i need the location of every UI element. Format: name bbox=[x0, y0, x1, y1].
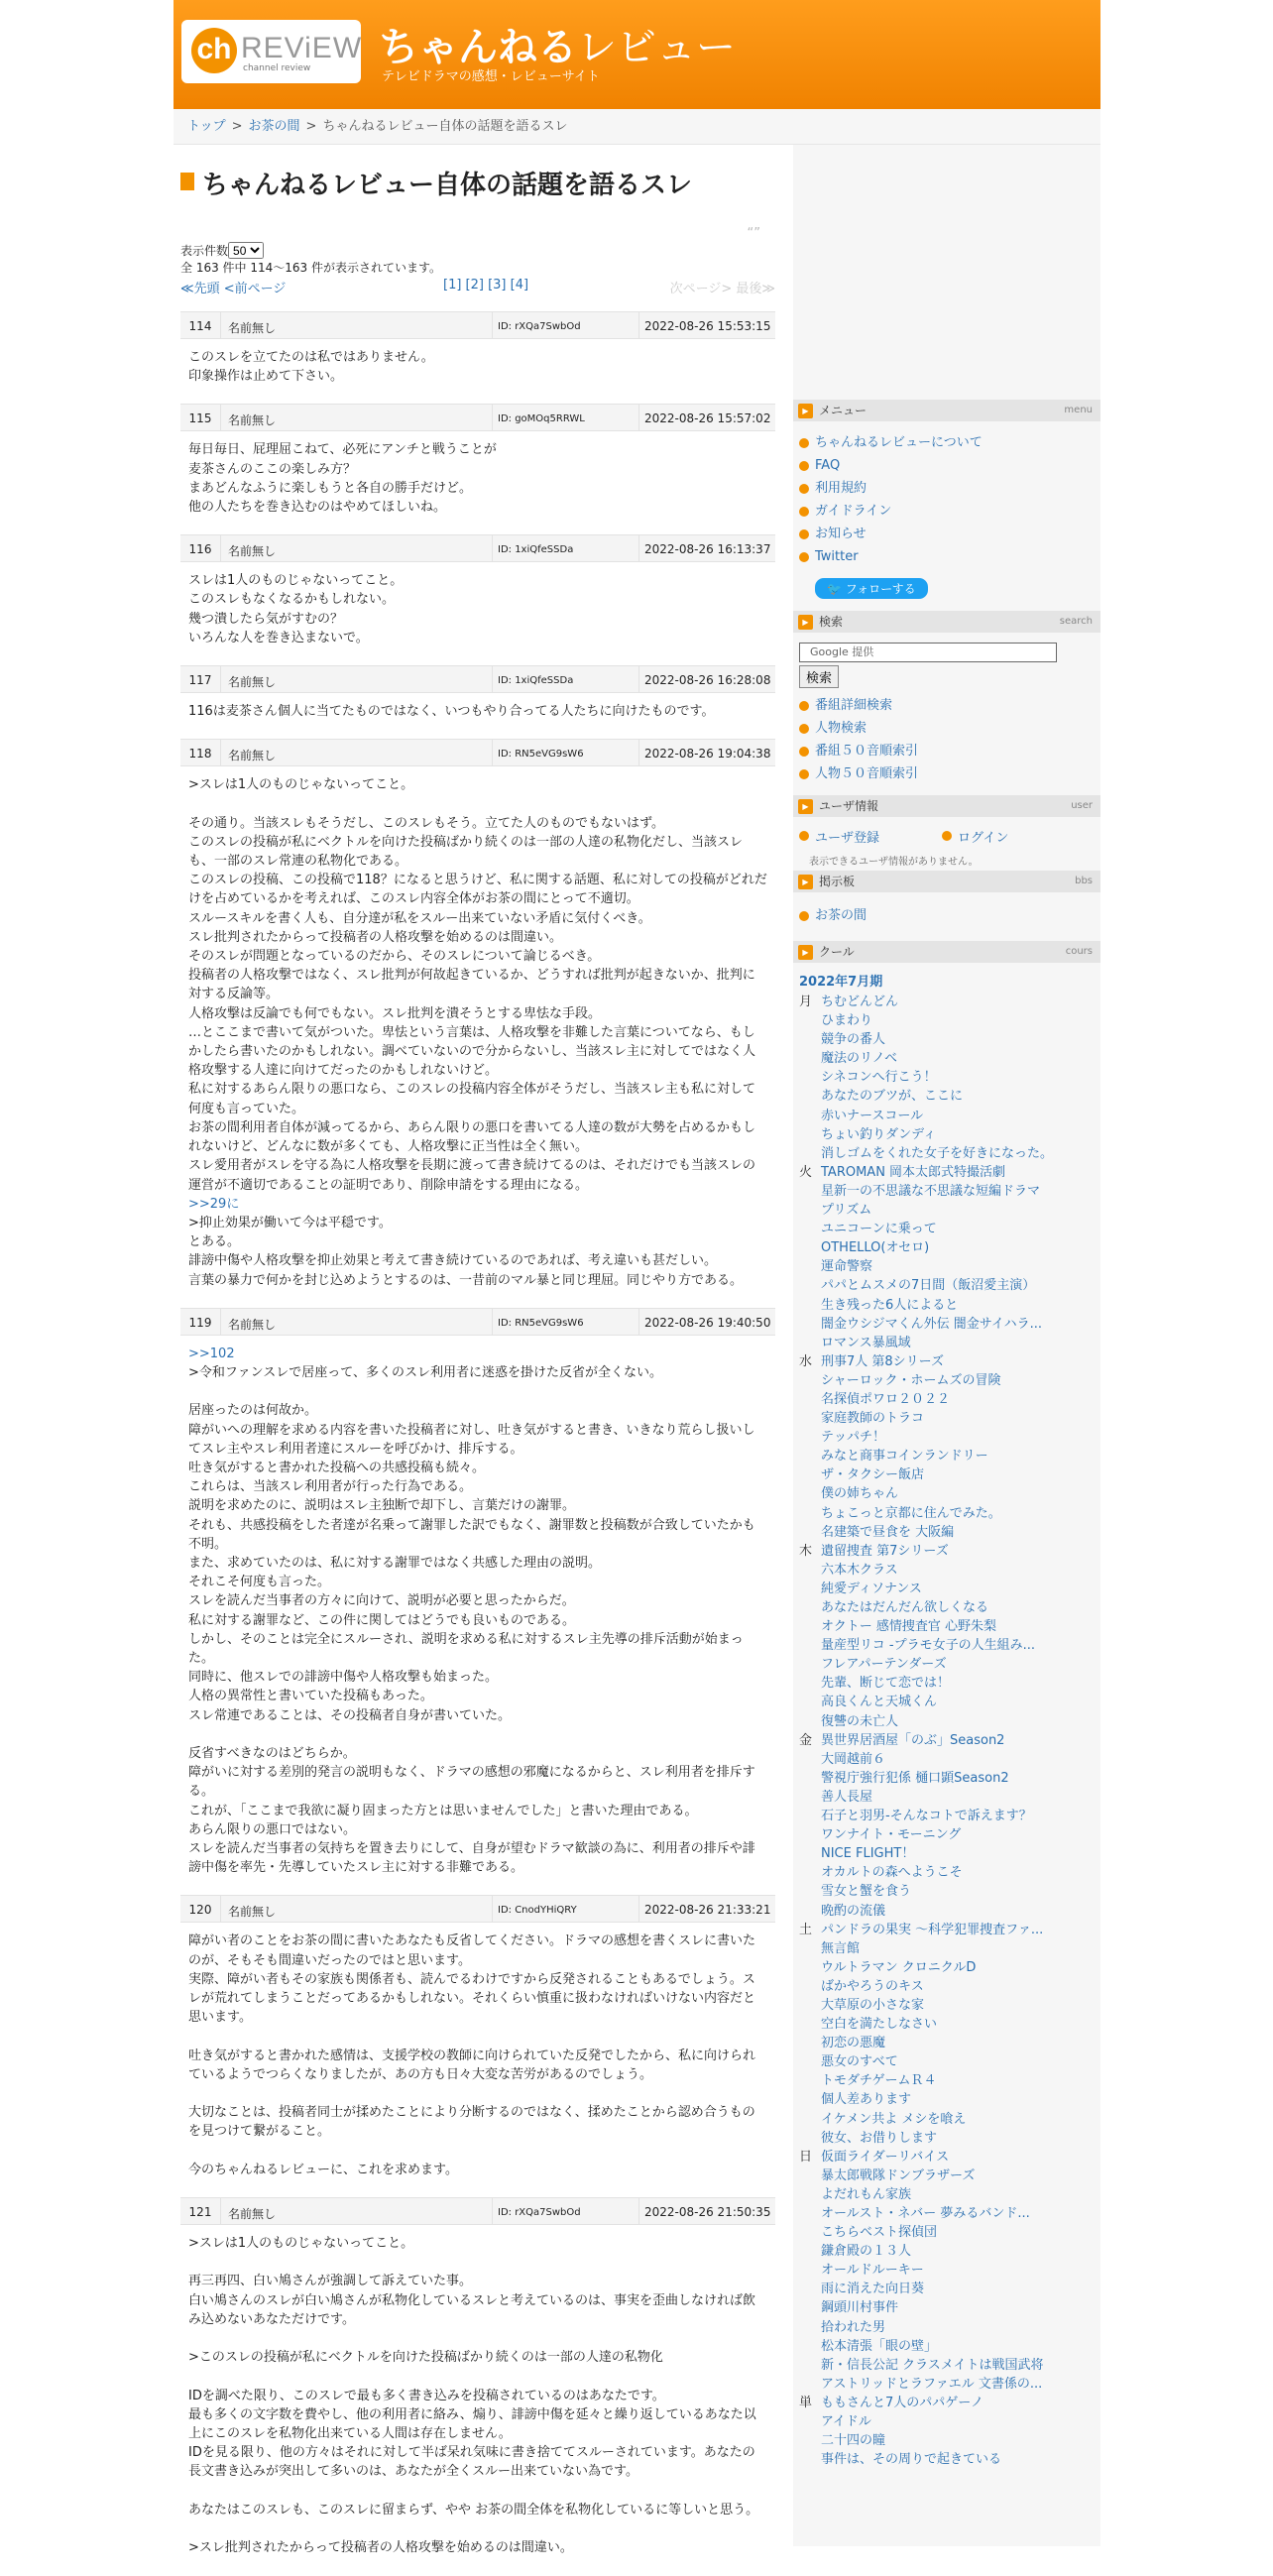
post-body: スレは1人のものじゃないってこと。 このスレもなくなるかもしれない。 幾つ潰したら気がすむの？ いろんな人を巻き込まないで。 bbox=[188, 573, 404, 645]
post-count-text: 全 163 件中 114～163 件が表示されています。 bbox=[180, 261, 442, 275]
cours-program-title[interactable]: 星新一の不思議な不思議な短編ドラマ bbox=[821, 1183, 1041, 1199]
cours-program-title[interactable]: 名建築で昼食を 大阪編 bbox=[821, 1524, 955, 1540]
cours-program-title[interactable]: こちらベスト探偵団 bbox=[821, 2225, 938, 2241]
cours-program-title[interactable]: 悪女のすべて bbox=[821, 2054, 898, 2070]
post-list bbox=[180, 311, 775, 2576]
bbs-box-header bbox=[793, 871, 1100, 892]
post-id: ID: CnodYHiQRY bbox=[498, 1905, 577, 1917]
post bbox=[180, 311, 775, 396]
cours-program[interactable] bbox=[799, 1352, 1097, 1371]
register-link[interactable]: ユーザ登録 bbox=[799, 827, 879, 846]
post-id: ID: 1xiQfeSSDa bbox=[498, 544, 574, 556]
cours-program[interactable] bbox=[799, 1504, 1097, 1523]
cours-program[interactable] bbox=[799, 1636, 1097, 1655]
cours-program-title[interactable]: 鎌倉殿の１３人 bbox=[821, 2244, 912, 2260]
menu-item-twitter[interactable]: Twitter bbox=[799, 545, 1100, 568]
cours-program[interactable] bbox=[799, 1617, 1097, 1636]
cours-program[interactable] bbox=[799, 1201, 1097, 1220]
reply-anchor-link[interactable]: >>29に bbox=[188, 1196, 240, 1212]
cours-program-title[interactable]: シャーロック・ホームズの冒険 bbox=[821, 1372, 1001, 1388]
user-info bbox=[793, 817, 1100, 871]
cours-program-title[interactable]: 競争の番人 bbox=[821, 1032, 886, 1048]
cours-program-title[interactable]: ユニコーンに乗って bbox=[821, 1222, 937, 1237]
cours-program[interactable] bbox=[799, 1087, 1097, 1106]
post-number[interactable]: 115 bbox=[188, 411, 212, 426]
breadcrumb-ochanoma[interactable]: お茶の間 bbox=[248, 119, 300, 134]
cours-program-title[interactable]: ももさんと7人のパパゲーノ bbox=[821, 2395, 984, 2410]
cours-program-title[interactable]: 無言館 bbox=[821, 1940, 861, 1956]
cours-program-title[interactable]: ウルトラマン クロニクルD bbox=[821, 1959, 977, 1975]
post-header bbox=[180, 739, 775, 766]
post-date: 2022-08-26 19:40:50 bbox=[644, 1315, 771, 1330]
post-number[interactable]: 120 bbox=[188, 1903, 212, 1918]
post-body: >>102 >令和ファンスレで居座って、多くのスレ利用者に迷惑を掛けた反省が全くない。 居座ったのは何故か。 障がいへの理解を求める内容を書いた投稿者に対し、吐き気がすると書き、いきなり荒らし扱いしてスレ主やスレ利用者達にスルーを呼びかけ、排斥する。 吐き気がすると書かれた投稿への共感投稿も続々。 これらは、当該スレ利用者が行った行為である。 説明を求めたのに、説明はスレ主独断で却下し、言葉だけの謝罪。 それも、共感投稿をした者達が名乗って謝罪した訳でもなく、謝罪数と投稿数が合致していたかも不明。 また、求めていたのは、私に対する謝罪ではなく共感した理由の説明。 それこそ何度も言った。 スレを読んだ当事者の方々に向けて、説明が必要と思ったからだ。 私に対する謝罪など、この件に関してはどうでも良いものである。 しかし、そのことは完全にスルーされ、説明を求める私に対するスレ主先導の排斥活動が始まった。 同時に、他スレでの誹謗中傷や人格攻撃も始まった。 人格の異常性と書いていた投稿もあった。 スレ常連であることは、その投稿者自身が書いていた。 反省すべきなのはどちらか。 障がいに対する差別的発言の説明もなく、ドラマの感想の邪魔になるからと、スレ利用者を排斥する。 これが、「ここまで我欲に凝り固まった方とは思いませんでした」と書いた理由である。 あらん限りの悪口ではない。 スレを読んだ当事者の気持ちを置き去りにして、自身が望むドラマ歓談の為に、利用者の排斥や誹謗中傷を率先・先導していたスレ主に対する非難である。 bbox=[188, 1346, 755, 1876]
post-id: ID: RN5eVG9sW6 bbox=[498, 1317, 584, 1329]
cours-program[interactable] bbox=[799, 1769, 1097, 1788]
cours-day: 日 bbox=[799, 2149, 813, 2165]
cours-program[interactable] bbox=[799, 1580, 1097, 1598]
breadcrumb-current: ちゃんねるレビュー自体の話題を語るスレ bbox=[322, 119, 568, 134]
cours-program[interactable] bbox=[799, 1807, 1097, 1825]
cours-program-title[interactable]: 大岡越前６ bbox=[821, 1751, 886, 1767]
search-link-person-index[interactable]: 人物５０音順索引 bbox=[799, 762, 1100, 785]
cours-program-title[interactable]: 仮面ライダーリバイス bbox=[821, 2149, 950, 2165]
cours-program[interactable] bbox=[799, 2356, 1097, 2375]
cours-program-title[interactable]: 赤いナースコール bbox=[821, 1108, 924, 1123]
cours-program-title[interactable]: みなと商事コインランドリー bbox=[821, 1449, 988, 1464]
cours-program[interactable] bbox=[799, 1693, 1097, 1711]
menu-title: メニュー bbox=[819, 404, 868, 417]
post-header bbox=[180, 311, 775, 339]
cours-program[interactable] bbox=[799, 1315, 1097, 1334]
bbs-title-en: bbs bbox=[1075, 876, 1093, 886]
menu-item-terms[interactable]: 利用規約 bbox=[799, 477, 1100, 500]
post-date: 2022-08-26 15:53:15 bbox=[644, 319, 771, 333]
post-date: 2022-08-26 19:04:38 bbox=[644, 747, 771, 761]
cours-program-title[interactable]: トモダチゲームＲ４ bbox=[821, 2073, 937, 2089]
search-box-header bbox=[793, 611, 1100, 633]
post-author: 名前無し bbox=[228, 675, 277, 690]
cours-program[interactable] bbox=[799, 1788, 1097, 1807]
post-id: ID: rXQa7SwbOd bbox=[498, 2207, 581, 2219]
cours-program-title[interactable]: OTHELLO(オセロ) bbox=[821, 1240, 930, 1256]
page-container bbox=[174, 0, 1100, 2556]
menu-item-news[interactable]: お知らせ bbox=[799, 523, 1100, 545]
post-date: 2022-08-26 16:13:37 bbox=[644, 542, 771, 557]
post-author: 名前無し bbox=[228, 749, 277, 763]
user-title-en: user bbox=[1071, 800, 1093, 811]
cours-program[interactable] bbox=[799, 2015, 1097, 2034]
post-body: 116は麦茶さん個人に当てたものではなく、いつもやり合ってる人たちに向けたものです。 bbox=[188, 704, 715, 720]
cours-program[interactable] bbox=[799, 1921, 1097, 1939]
page-title: ちゃんねるレビュー自体の話題を語るスレ bbox=[180, 165, 692, 201]
bbs-list bbox=[793, 892, 1100, 941]
per-page-label: 表示件数 bbox=[180, 244, 229, 258]
cours-program[interactable] bbox=[799, 1844, 1097, 1863]
reply-anchor-link[interactable]: >>102 bbox=[188, 1346, 235, 1361]
cours-program-title[interactable]: 松本清張「眼の壁」 bbox=[821, 2338, 938, 2354]
cours-program-title[interactable]: フレアパーテンダーズ bbox=[821, 1657, 947, 1673]
cours-program-title[interactable]: あなたのブツが、ここに bbox=[821, 1089, 964, 1105]
sidebar bbox=[793, 145, 1100, 2546]
cours-day: 火 bbox=[799, 1164, 813, 1180]
cours-program[interactable] bbox=[799, 1465, 1097, 1484]
cours-program[interactable] bbox=[799, 2166, 1097, 2185]
cours-program-title[interactable]: 消しゴムをくれた女子を好きになった。 bbox=[821, 1145, 1054, 1161]
cours-program-title[interactable]: パパとムスメの7日間（飯沼愛主演） bbox=[821, 1278, 1036, 1294]
cours-program-title[interactable]: 運命警察 bbox=[821, 1259, 873, 1275]
per-page-select[interactable] bbox=[228, 242, 264, 259]
cours-program-title[interactable]: 遺留捜査 第7シリーズ bbox=[821, 1543, 949, 1559]
cours-program[interactable] bbox=[799, 1276, 1097, 1295]
pagination-next: 次ページ> 最後≫ bbox=[669, 282, 775, 296]
logo-text: REViEW bbox=[241, 32, 363, 64]
site-title-bold: ちゃんねる bbox=[379, 25, 577, 70]
post-date: 2022-08-26 21:33:21 bbox=[644, 1903, 771, 1918]
search-title: 検索 bbox=[819, 615, 844, 629]
cours-program-title[interactable]: 家庭教師のトラコ bbox=[821, 1411, 925, 1427]
post-author: 名前無し bbox=[228, 2207, 277, 2222]
cours-program-title[interactable]: 生き残った6人によると bbox=[821, 1297, 959, 1313]
cours-program[interactable] bbox=[799, 1257, 1097, 1276]
post-date: 2022-08-26 16:28:08 bbox=[644, 673, 771, 688]
cours-program-title[interactable]: 石子と羽男-そんなコトで訴えます？ bbox=[821, 1809, 1032, 1824]
cours-program-title[interactable]: 量産型リコ -プラモ女子の人生組み... bbox=[821, 1638, 1035, 1654]
search-link-person[interactable]: 人物検索 bbox=[799, 717, 1100, 740]
cours-program-title[interactable]: 二十四の瞳 bbox=[821, 2433, 886, 2449]
cours-program[interactable] bbox=[799, 2280, 1097, 2298]
post bbox=[180, 1895, 775, 2189]
pagination-pages[interactable]: [1] [2] [3] [4] bbox=[443, 278, 529, 293]
post-body: >スレは1人のものじゃないってこと。 再三再四、白い鳩さんが強調して訴えていた事。 白い鳩さんのスレが白い鳩さんが私物化しているスレと考えているのは、事実を歪曲しなければ飲み込めないあなただけです。 >このスレの投稿が私にベクトルを向けた投稿ばかり続くのは一部の人達の私物化 IDを調べた限り、このスレで最も多く書き込みを投稿されているのはあなたです。 最も多くの文字数を費やし、他の利用者に絡み、煽り、誹謗中傷を延々と繰り返しているあなた以上にこのスレを私物化出来ている人間は存在しません。 IDを見る限り、他の方々はそれに対して半ば呆れ気味に書き捨ててスルーされています。あなたの長文書き込みが突出して多いのは、あなたが全くスルー出来ていない為です。 あなたはこのスレも、このスレに留まらず、やや お茶の間全体を私物化しているに等しいと思う。 >スレ批判されたからって投稿者の人格攻撃を始めるのは間違い。 bbox=[188, 2236, 759, 2556]
cours-program-title[interactable]: パンドラの果実 〜科学犯罪捜査ファ... bbox=[821, 1922, 1044, 1937]
cours-day: 水 bbox=[799, 1353, 813, 1369]
cours-program[interactable] bbox=[799, 1390, 1097, 1409]
post-header bbox=[180, 404, 775, 431]
post-body: 毎日毎日、屁理屈こねて、必死にアンチと戦うことが 麦茶さんのここの楽しみ方？ まあどんなふうに楽しもうと各自の勝手だけど。 他の人たちを巻き込むのはやめてほしいね。 bbox=[188, 442, 497, 516]
cours-program[interactable] bbox=[799, 1977, 1097, 1996]
cours-program[interactable] bbox=[799, 1825, 1097, 1844]
cours-program[interactable] bbox=[799, 2185, 1097, 2204]
cours-program-title[interactable]: 僕の姉ちゃん bbox=[821, 1486, 899, 1502]
cours-program[interactable] bbox=[799, 1561, 1097, 1580]
search-input[interactable]: Google 提供 bbox=[799, 643, 1057, 662]
user-box-header bbox=[793, 795, 1100, 817]
menu-box-header bbox=[793, 400, 1100, 421]
bbs-item-ochanoma[interactable]: お茶の間 bbox=[799, 904, 1100, 927]
cours-program-title[interactable]: プリズム bbox=[821, 1203, 872, 1219]
cours-program-title[interactable]: 異世界居酒屋「のぶ」Season2 bbox=[821, 1732, 1005, 1748]
cours-program[interactable] bbox=[799, 1144, 1097, 1163]
cours-program[interactable] bbox=[799, 2110, 1097, 2129]
cours-program[interactable] bbox=[799, 1863, 1097, 1882]
login-link[interactable]: ログイン bbox=[942, 827, 1008, 846]
cours-program-title[interactable]: あなたはだんだん欲しくなる bbox=[821, 1600, 989, 1615]
post-number[interactable]: 114 bbox=[188, 319, 212, 333]
cours-program-title[interactable]: 高良くんと天城くん bbox=[821, 1695, 938, 1710]
cours-program[interactable] bbox=[799, 1996, 1097, 2015]
menu-item-about[interactable]: ちゃんねるレビューについて bbox=[799, 431, 1100, 454]
cours-program-title[interactable]: ロマンス暴風域 bbox=[821, 1335, 911, 1350]
cours-program[interactable] bbox=[799, 1731, 1097, 1750]
site-subtitle: テレビドラマの感想・レビューサイト bbox=[382, 69, 600, 84]
post-number[interactable]: 119 bbox=[188, 1315, 212, 1330]
post bbox=[180, 739, 775, 1299]
cours-program[interactable] bbox=[799, 1958, 1097, 1977]
cours-program-title[interactable]: 先輩、断じて恋では！ bbox=[821, 1676, 951, 1692]
cours-program[interactable] bbox=[799, 1750, 1097, 1769]
post bbox=[180, 665, 775, 731]
site-title[interactable] bbox=[379, 16, 736, 72]
cours-program[interactable] bbox=[799, 1484, 1097, 1503]
cours-program-title[interactable]: TAROMAN 岡本太郎式特撮活劇 bbox=[821, 1164, 1006, 1180]
post-date: 2022-08-26 21:50:35 bbox=[644, 2205, 771, 2220]
cours-program[interactable] bbox=[799, 1428, 1097, 1447]
search-title-en: search bbox=[1059, 616, 1093, 627]
cours-program-title[interactable]: 警視庁強行犯係 樋口顕Season2 bbox=[821, 1770, 1009, 1786]
bbs-title: 掲示板 bbox=[819, 875, 856, 888]
menu-title-en: menu bbox=[1064, 405, 1093, 415]
post-author: 名前無し bbox=[228, 413, 277, 428]
cours-program-title[interactable]: オクトー 感情捜査官 心野朱梨 bbox=[821, 1619, 997, 1635]
cours-program[interactable] bbox=[799, 1238, 1097, 1257]
cours-program-title[interactable]: 名探偵ポワロ２０２２ bbox=[821, 1391, 951, 1407]
cours-program[interactable] bbox=[799, 1371, 1097, 1390]
site-header bbox=[174, 0, 1100, 109]
site-logo[interactable] bbox=[181, 20, 361, 83]
cours-program-title[interactable]: 拾われた男 bbox=[821, 2319, 886, 2335]
cours-program[interactable] bbox=[799, 1296, 1097, 1315]
cours-program[interactable] bbox=[799, 1182, 1097, 1201]
cours-program[interactable] bbox=[799, 2034, 1097, 2052]
cours-program-title[interactable]: ちむどんどん bbox=[821, 995, 899, 1009]
twitter-follow-button[interactable]: 🐦 フォローする bbox=[815, 578, 928, 599]
pagination bbox=[180, 278, 775, 295]
menu-item-faq[interactable]: FAQ bbox=[799, 454, 1100, 477]
post-date: 2022-08-26 15:57:02 bbox=[644, 411, 771, 426]
cours-program[interactable] bbox=[799, 2394, 1097, 2412]
cours-program[interactable] bbox=[799, 1447, 1097, 1465]
cours-program[interactable] bbox=[799, 1712, 1097, 1731]
cours-program[interactable] bbox=[799, 2412, 1097, 2431]
post-id: ID: rXQa7SwbOd bbox=[498, 321, 581, 332]
menu-item-guideline[interactable]: ガイドライン bbox=[799, 500, 1100, 523]
cours-program-title[interactable]: 大草原の小さな家 bbox=[821, 1997, 925, 2013]
post bbox=[180, 404, 775, 527]
post bbox=[180, 1308, 775, 1888]
search-links bbox=[793, 692, 1100, 795]
post-header bbox=[180, 534, 775, 562]
cours-program[interactable] bbox=[799, 2148, 1097, 2166]
cours-program[interactable] bbox=[799, 2090, 1097, 2109]
cours-program-title[interactable]: ザ・タクシー飯店 bbox=[821, 1467, 925, 1483]
post-header bbox=[180, 2197, 775, 2225]
cours-program-title[interactable]: イケメン共よ メシを喰え bbox=[821, 2111, 967, 2127]
cours-title-en: cours bbox=[1065, 946, 1093, 957]
cours-program-title[interactable]: ちょい釣りダンディ bbox=[821, 1126, 937, 1142]
cours-program[interactable] bbox=[799, 2052, 1097, 2071]
post-header bbox=[180, 665, 775, 693]
cours-program-title[interactable]: 善人長屋 bbox=[821, 1789, 873, 1805]
cours-list bbox=[793, 963, 1100, 2469]
search-button[interactable]: 検索 bbox=[799, 665, 839, 688]
logo-subtext: channel review bbox=[243, 63, 311, 73]
cours-program[interactable] bbox=[799, 1030, 1097, 1049]
search-link-program-index[interactable]: 番組５０音順索引 bbox=[799, 740, 1100, 762]
post-number[interactable]: 118 bbox=[188, 747, 212, 761]
cours-program[interactable] bbox=[799, 2204, 1097, 2223]
cours-program-title[interactable]: NICE FLIGHT！ bbox=[821, 1846, 915, 1862]
cours-program[interactable] bbox=[799, 2318, 1097, 2337]
post-number[interactable]: 116 bbox=[188, 542, 212, 557]
cours-program-title[interactable]: 彼女、お借りします bbox=[821, 2130, 938, 2146]
cours-program[interactable] bbox=[799, 1334, 1097, 1352]
cours-program[interactable] bbox=[799, 2431, 1097, 2450]
cours-program-title[interactable]: オカルトの森へようこそ bbox=[821, 1865, 963, 1881]
cours-program-title[interactable]: 初恋の悪魔 bbox=[821, 2036, 886, 2051]
cours-program[interactable] bbox=[799, 1163, 1097, 1182]
breadcrumb-top[interactable]: トップ bbox=[187, 119, 226, 134]
cours-program[interactable] bbox=[799, 1655, 1097, 1674]
logo-mark: ch bbox=[191, 28, 237, 73]
cours-program[interactable] bbox=[799, 1011, 1097, 1030]
cours-program-title[interactable]: 事件は、その周りで起きている bbox=[821, 2452, 1002, 2468]
cours-program-title[interactable]: アイドル bbox=[821, 2414, 871, 2430]
cours-rows bbox=[799, 993, 1100, 2469]
cours-program[interactable] bbox=[799, 1598, 1097, 1617]
cours-program-title[interactable]: テッパチ！ bbox=[821, 1430, 886, 1446]
cours-program[interactable] bbox=[799, 2450, 1097, 2469]
post-id: ID: RN5eVG9sW6 bbox=[498, 749, 584, 761]
cours-program[interactable] bbox=[799, 1409, 1097, 1428]
cours-program-title[interactable]: ワンナイト・モーニング bbox=[821, 1827, 962, 1843]
cours-program-title[interactable]: 純愛ディソナンス bbox=[821, 1581, 922, 1596]
cours-day: 土 bbox=[799, 1922, 813, 1937]
cours-program[interactable] bbox=[799, 2242, 1097, 2261]
post-author: 名前無し bbox=[228, 1317, 277, 1332]
post-number[interactable]: 117 bbox=[188, 673, 212, 688]
post-body: 障がい者のことをお茶の間に書いたあなたも反省してください。ドラマの感想を書くスレに書いたのが、そもそも間違いだったのではと思います。 実際、障がい者もその家族も関係者も、読んでるわけですから反発されることもあるでしょう。スレが荒れてしまうことだってあるかもしれない。それくらい慎重に扱わなければいけない内容だと思います。 吐き気がすると書かれた感情は、支援学校の教師に向けられていた反発でしたから、私に向けられているようでつらくなりましたが、あの方も日々大変な苦労があるのでしょう。 大切なことは、投稿者同士が揉めたことにより分断するのではなく、揉めたことから認め合うものを見つけて繋がること。 今のちゃんねるレビューに、これを求めます。 bbox=[188, 1933, 756, 2177]
cours-box-header bbox=[793, 941, 1100, 963]
cours-program-title[interactable]: シネコンへ行こう！ bbox=[821, 1070, 937, 1086]
cours-program-title[interactable]: 新・信長公記 クラスメイトは戦国武将 bbox=[821, 2357, 1044, 2373]
pagination-prev[interactable]: ≪先頭 <前ページ bbox=[180, 282, 287, 296]
user-title: ユーザ情報 bbox=[819, 799, 879, 813]
cours-program[interactable] bbox=[799, 1882, 1097, 1901]
cours-program-title[interactable]: 六本木クラス bbox=[821, 1562, 898, 1578]
cours-program-title[interactable]: ひまわり bbox=[821, 1013, 873, 1029]
twitter-bird-icon: 🐦 bbox=[827, 582, 846, 596]
cours-program[interactable] bbox=[799, 1125, 1097, 1144]
post-author: 名前無し bbox=[228, 1905, 277, 1920]
cours-program[interactable] bbox=[799, 2337, 1097, 2356]
post bbox=[180, 2197, 775, 2567]
cours-program-title[interactable]: オールスト・ネバー 夢みるバンド... bbox=[821, 2206, 1030, 2221]
cours-program[interactable] bbox=[799, 2129, 1097, 2148]
cours-program-title[interactable]: 空白を満たしなさい bbox=[821, 2017, 938, 2033]
cours-program[interactable] bbox=[799, 1939, 1097, 1958]
cours-program-title[interactable]: 個人差あります bbox=[821, 2092, 912, 2108]
cours-season[interactable]: 2022年7月期 bbox=[799, 975, 883, 990]
cours-program[interactable] bbox=[799, 2298, 1097, 2317]
cours-program-title[interactable]: オールドルーキー bbox=[821, 2263, 924, 2279]
cours-day: 金 bbox=[799, 1732, 813, 1748]
post-header bbox=[180, 1895, 775, 1923]
post bbox=[180, 534, 775, 657]
thread-controls bbox=[180, 242, 775, 295]
site-title-light: レビュー bbox=[577, 25, 736, 70]
cours-day: 木 bbox=[799, 1543, 813, 1559]
cours-program-title[interactable]: 刑事7人 第8シリーズ bbox=[821, 1353, 945, 1369]
user-note: 表示できるユーザ情報がありません。 bbox=[809, 857, 979, 868]
cours-day: 月 bbox=[799, 995, 813, 1009]
cours-program[interactable] bbox=[799, 2071, 1097, 2090]
cours-program[interactable] bbox=[799, 993, 1097, 1011]
cours-program[interactable] bbox=[799, 1068, 1097, 1087]
cours-program-title[interactable]: 暴太郎戦隊ドンブラザーズ bbox=[821, 2167, 976, 2183]
cours-program[interactable] bbox=[799, 1674, 1097, 1693]
cours-program-title[interactable]: 雨に消えた向日葵 bbox=[821, 2282, 925, 2297]
breadcrumb: トップ > お茶の間 > ちゃんねるレビュー自体の話題を語るスレ bbox=[174, 109, 1100, 145]
cours-program-title[interactable]: 闇金ウシジマくん外伝 闇金サイハラ... bbox=[821, 1316, 1043, 1332]
cours-program-title[interactable]: 鋼頭川村事件 bbox=[821, 2300, 899, 2316]
post-body: このスレを立てたのは私ではありません。 印象操作は止めて下さい。 bbox=[188, 350, 434, 385]
cours-program-title[interactable]: アストリッドとラファエル 文書係の... bbox=[821, 2376, 1043, 2392]
cours-title: クール bbox=[819, 945, 855, 959]
post-author: 名前無し bbox=[228, 544, 277, 559]
cours-program-title[interactable]: ちょこっと京都に住んでみた。 bbox=[821, 1505, 1001, 1521]
cours-program[interactable] bbox=[799, 2375, 1097, 2394]
post-body: >スレは1人のものじゃないってこと。 その通り。当該スレもそうだし、このスレもそう。立てた人のものでもないはず。 このスレの投稿が私にベクトルを向けた投稿ばかり続くのは一部の人達の私物化だし、当該スレも、一部のスレ常連の私物化である。 このスレの投稿、この投稿で118？になると思うけど、私に関する話題、私に対しての投稿がどれだけを占めているかを考えれば、このスレ内容全体がお茶の間にとって不適切。 スルースキルを書く人も、自分達が私をスルー出来ていない矛盾に気付くべき。 スレ批判されたからって投稿者の人格攻撃を始めるのは間違い。 そのスレが問題となっているのだから、そのスレについて論じるべき。 投稿者の人格攻撃ではなく、スレ批判が何故起きているか、どうすれば批判が起きないか、批判に対する反論等。 人格攻撃は反論でも何でもない。スレ批判を潰そうとする卑怯な手段。 …とここまで書いて気がついた。卑怯という言葉は、人格攻撃を非難した言葉についてなら、もしかしたら書いたのかもしれない。調べていないので分からないし、当該スレ主に対してではなく人格攻撃する人達に向けてだったのかもしれないけど。 私に対するあらん限りの悪口なら、このスレの投稿内容全体がそうだし、当該スレ主も私に対して何度も言っていた。 お茶の間利用者自体が減ってるから、あらん限りの悪口を書いてる人達の数が大勢を占めるかもしれないけど、どんなに数が多くても、人格攻撃に正当性は全く無い。 スレ愛用者がスレを守る為に人格攻撃を長期に渡って書き続けてるのは、それだけでも当該スレの運営が不適切であることの証明であり、削除申請をする理由になる。 >>29に >抑止効果が働いて今は平穏です。 とある。 誹謗中傷や人格攻撃を抑止効果と考えて書き続けているのであれば、考え違いも甚だしい。 言葉の暴力で何かを封じ込めようとするのは、一昔前のマル暴と同じ理屈。同じやり方である。 bbox=[188, 777, 767, 1288]
cours-program-title[interactable]: 晩酌の流儀 bbox=[821, 1903, 886, 1919]
quote-icon[interactable]: “” bbox=[747, 226, 760, 241]
cours-program[interactable] bbox=[799, 1107, 1097, 1125]
cours-program-title[interactable]: よだれもん家族 bbox=[821, 2186, 912, 2202]
search-link-program[interactable]: 番組詳細検索 bbox=[799, 694, 1100, 717]
post-id: ID: goMOq5RRWL bbox=[498, 413, 585, 425]
cours-program-title[interactable]: ばかやろうのキス bbox=[821, 1978, 924, 1994]
cours-program-title[interactable]: 雪女と蟹を食う bbox=[821, 1884, 912, 1900]
cours-program[interactable] bbox=[799, 1049, 1097, 1068]
cours-program[interactable] bbox=[799, 1523, 1097, 1542]
cours-program-title[interactable]: 復讐の未亡人 bbox=[821, 1713, 899, 1729]
cours-program[interactable] bbox=[799, 2261, 1097, 2280]
post-header bbox=[180, 1308, 775, 1336]
menu-list bbox=[793, 421, 1100, 578]
cours-program[interactable] bbox=[799, 1542, 1097, 1561]
cours-program[interactable] bbox=[799, 1220, 1097, 1238]
cours-program[interactable] bbox=[799, 1902, 1097, 1921]
cours-day: 単 bbox=[799, 2395, 813, 2410]
post-id: ID: 1xiQfeSSDa bbox=[498, 675, 574, 687]
cours-program[interactable] bbox=[799, 2223, 1097, 2242]
cours-program-title[interactable]: 魔法のリノベ bbox=[821, 1051, 897, 1067]
search-form bbox=[793, 633, 1100, 692]
post-number[interactable]: 121 bbox=[188, 2205, 212, 2220]
post-author: 名前無し bbox=[228, 321, 277, 335]
